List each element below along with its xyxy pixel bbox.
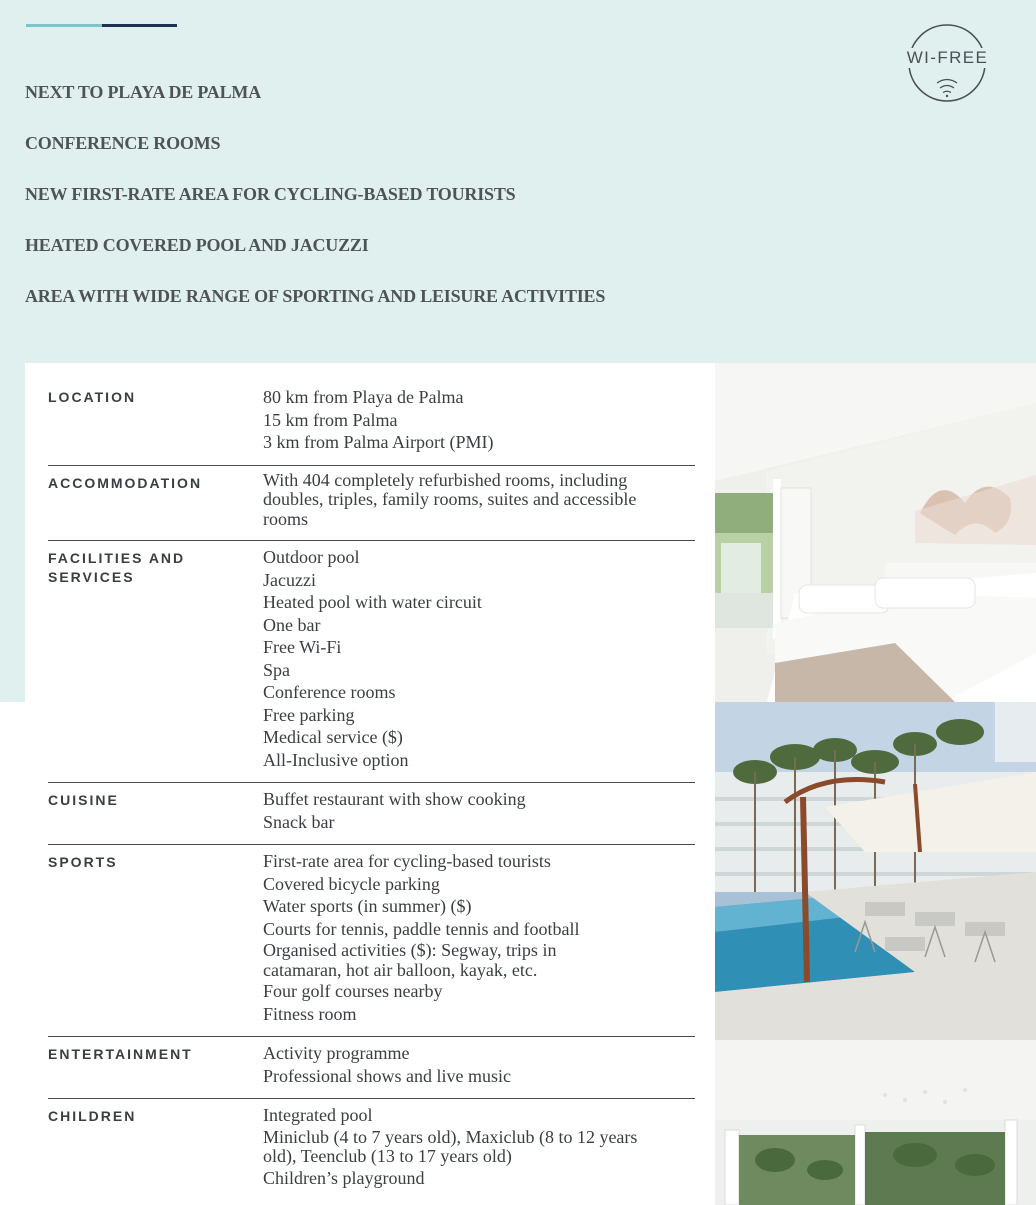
- value-line: Courts for tennis, paddle tennis and football: [263, 918, 580, 939]
- value-line: One bar: [263, 614, 321, 635]
- row-label: CUISINE: [48, 783, 263, 845]
- row-label: CHILDREN: [48, 1099, 263, 1201]
- info-row-facilities: [48, 541, 695, 783]
- value-line: First-rate area for cycling-based tourists: [263, 851, 551, 871]
- highlight-item: NEW FIRST-RATE AREA FOR CYCLING-BASED TOURISTS: [25, 184, 516, 204]
- info-row-accommodation: [48, 465, 695, 541]
- value-line: Organised activities ($): Segway, trips in: [263, 940, 557, 960]
- value-line: All-Inclusive option: [263, 749, 409, 770]
- value-line: Integrated pool: [263, 1105, 373, 1125]
- value-line: Outdoor pool: [263, 547, 360, 567]
- value-line: 3 km from Palma Airport (PMI): [263, 432, 494, 452]
- row-label: SPORTS: [48, 845, 263, 1037]
- row-value: [263, 845, 695, 1037]
- highlights-list: [25, 80, 605, 335]
- highlight-item: CONFERENCE ROOMS: [25, 133, 221, 153]
- row-label: FACILITIES AND SERVICES: [48, 541, 263, 783]
- info-table: [48, 381, 695, 1200]
- value-line: Free parking: [263, 704, 355, 725]
- value-line: Professional shows and live music: [263, 1065, 511, 1086]
- row-value: [263, 381, 695, 465]
- value-line: Free Wi-Fi: [263, 637, 342, 657]
- row-label: ENTERTAINMENT: [48, 1037, 263, 1099]
- row-label: LOCATION: [48, 389, 137, 405]
- value-line: Covered bicycle parking: [263, 873, 440, 894]
- lounge-photo: [715, 1040, 1036, 1205]
- value-line: 80 km from Playa de Palma: [263, 387, 464, 407]
- value-line: Snack bar: [263, 811, 335, 832]
- value-line: Medical service ($): [263, 727, 403, 747]
- value-line: old), Teenclub (13 to 17 years old): [263, 1146, 512, 1166]
- wifi-free-badge: [895, 22, 1000, 108]
- value-line: With 404 completely refurbished rooms, including: [263, 469, 628, 490]
- pool-terrace-photo: [715, 702, 1036, 1040]
- value-line: 15 km from Palma: [263, 409, 398, 430]
- row-label: ACCOMMODATION: [48, 465, 263, 541]
- value-line: Miniclub (4 to 7 years old), Maxiclub (8 to 12 years: [263, 1126, 638, 1147]
- value-line: Buffet restaurant with show cooking: [263, 789, 526, 809]
- info-card: [25, 363, 715, 1205]
- wifi-icon: [895, 22, 1000, 108]
- value-line: doubles, triples, family rooms, suites and accessible: [263, 489, 637, 509]
- highlight-item: NEXT TO PLAYA DE PALMA: [25, 82, 261, 102]
- info-row-cuisine: [48, 783, 695, 845]
- highlight-item: HEATED COVERED POOL AND JACUZZI: [25, 235, 369, 255]
- value-line: Fitness room: [263, 1003, 357, 1024]
- value-line: Water sports (in summer) ($): [263, 896, 472, 916]
- badge-label: WI-FREE: [895, 48, 1000, 68]
- value-line: Heated pool with water circuit: [263, 592, 482, 612]
- row-value: [263, 783, 695, 845]
- accent-line: [26, 24, 177, 27]
- info-row-sports: [48, 845, 695, 1037]
- value-line: catamaran, hot air balloon, kayak, etc.: [263, 959, 538, 980]
- hotel-room-photo: [715, 363, 1036, 702]
- value-line: Spa: [263, 659, 290, 680]
- highlight-item: AREA WITH WIDE RANGE OF SPORTING AND LEISURE ACTIVITIES: [25, 286, 606, 306]
- value-line: Conference rooms: [263, 682, 396, 702]
- info-row-location: [48, 381, 695, 465]
- value-line: Four golf courses nearby: [263, 981, 443, 1001]
- row-value: [263, 1099, 695, 1201]
- value-line: Children’s playground: [263, 1167, 425, 1188]
- row-value: [263, 1037, 695, 1099]
- value-line: Jacuzzi: [263, 569, 316, 590]
- value-line: Activity programme: [263, 1043, 410, 1063]
- info-row-entertainment: [48, 1037, 695, 1099]
- row-value: [263, 465, 695, 541]
- value-line: rooms: [263, 508, 308, 529]
- row-value: [263, 541, 695, 783]
- info-row-children: [48, 1099, 695, 1201]
